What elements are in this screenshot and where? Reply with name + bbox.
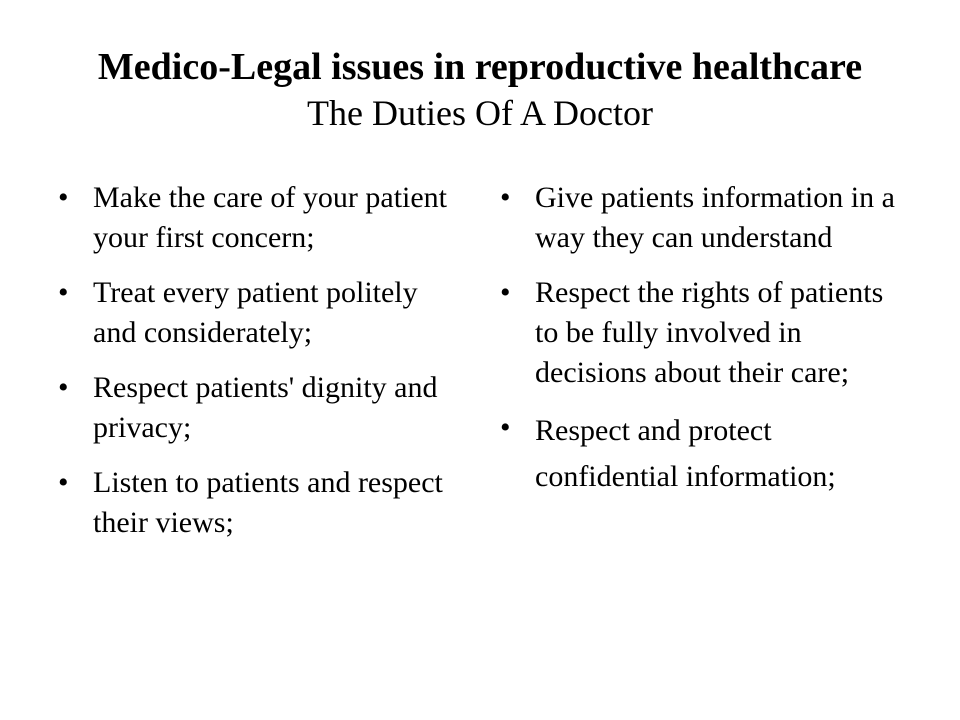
- bullet-text: Treat every patient politely and considerately;: [93, 276, 418, 349]
- title-block: [0, 44, 960, 136]
- slide-subtitle: The Duties Of A Doctor: [307, 93, 653, 133]
- bullet-text: Respect patients' dignity and privacy;: [93, 371, 438, 444]
- bullet-text: Make the care of your patient your first concern;: [93, 181, 448, 254]
- bullet-dot-icon: •: [500, 181, 511, 214]
- bullet-item: [500, 408, 900, 500]
- bullet-text: Respect the rights of patients to be fully involved in decisions about their care;: [535, 276, 884, 389]
- right-bullet-list: [500, 178, 900, 515]
- bullet-dot-icon: •: [58, 181, 69, 214]
- bullet-item: [500, 273, 900, 393]
- bullet-dot-icon: •: [58, 371, 69, 404]
- bullet-item: [58, 178, 463, 258]
- bullet-dot-icon: •: [58, 276, 69, 309]
- bullet-dot-icon: •: [500, 411, 511, 444]
- bullet-text: Respect and protect confidential information;: [535, 414, 836, 493]
- bullet-item: [58, 463, 463, 543]
- bullet-item: [500, 178, 900, 258]
- bullet-dot-icon: •: [500, 276, 511, 309]
- bullet-dot-icon: •: [58, 466, 69, 499]
- bullet-item: [58, 273, 463, 353]
- bullet-text: Listen to patients and respect their views;: [93, 466, 443, 539]
- left-bullet-list: [58, 178, 463, 558]
- slide-title: Medico-Legal issues in reproductive healthcare: [97, 46, 863, 88]
- bullet-text: Give patients information in a way they can understand: [535, 181, 895, 254]
- bullet-item: [58, 368, 463, 448]
